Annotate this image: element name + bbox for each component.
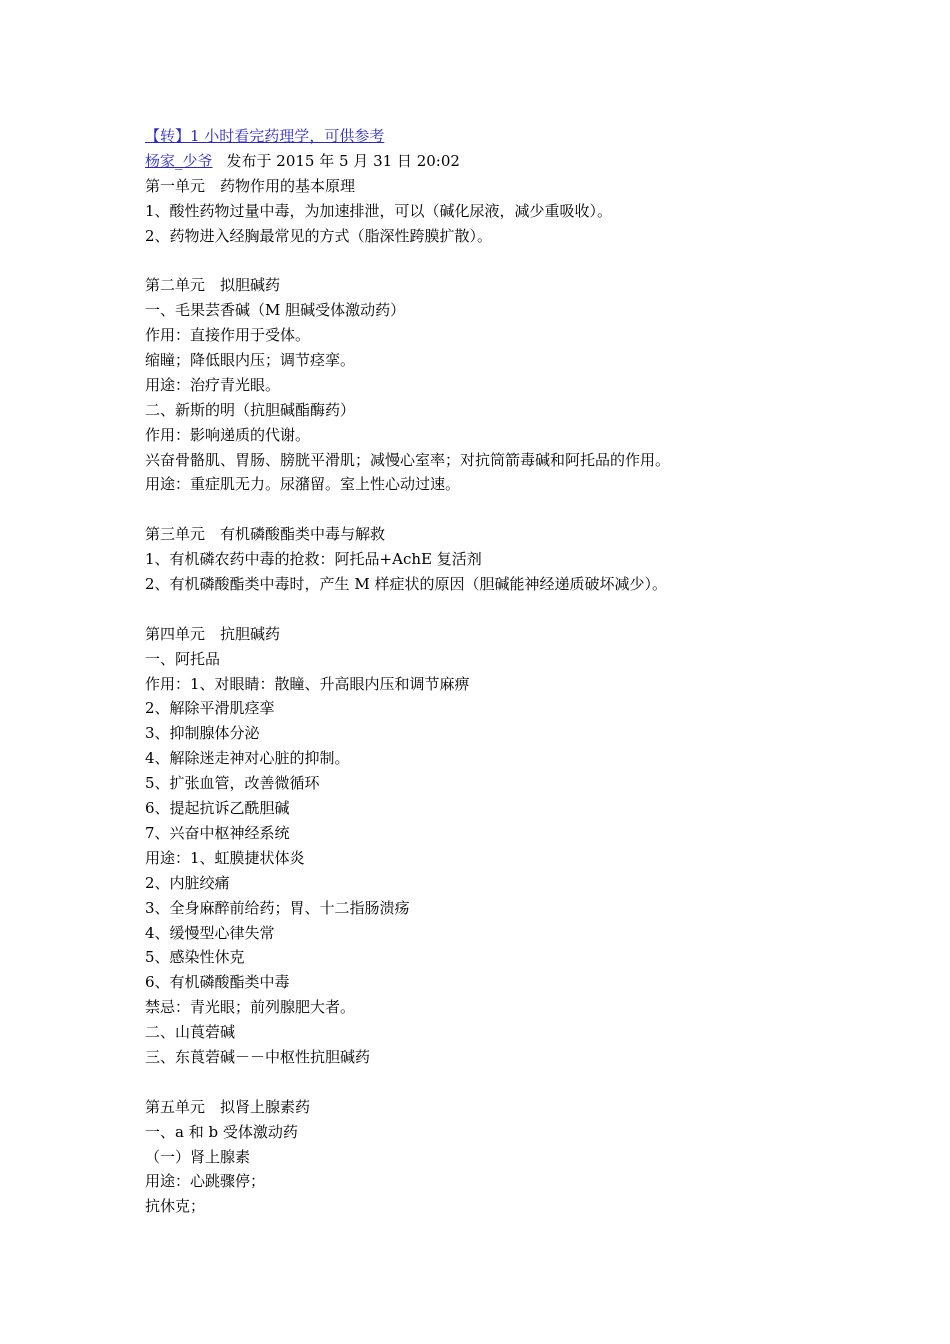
spacer [145,597,865,622]
document-page [145,124,865,1219]
paragraph-line: 7、兴奋中枢神经系统 [145,823,290,842]
section-1 [145,174,865,249]
paragraph-line: 3、抑制腺体分泌 [145,724,260,743]
paragraph-line: 6、提起抗诉乙酰胆碱 [145,799,290,818]
paragraph-line: 一、毛果芸香碱（M 胆碱受体激动药） [145,301,406,320]
section-heading: 第二单元 拟胆碱药 [145,276,281,295]
paragraph-line: 抗休克； [145,1197,206,1216]
paragraph-line: 2、药物进入经胸最常见的方式（脂深性跨膜扩散）。 [145,226,493,245]
paragraph-line: 4、解除迷走神对心脏的抑制。 [145,749,350,768]
paragraph-line: 1、酸性药物过量中毒，为加速排泄，可以（碱化尿液，减少重吸收）。 [145,201,613,220]
paragraph-line: 用途：重症肌无力。尿潴留。室上性心动过速。 [145,475,461,494]
paragraph-line: 缩瞳；降低眼内压；调节痉挛。 [145,351,356,370]
section-heading: 第四单元 抗胆碱药 [145,624,281,643]
paragraph-line: 3、全身麻醉前给药；胃、十二指肠溃疡 [145,898,410,917]
paragraph-line: 2、内脏绞痛 [145,873,230,892]
section-heading: 第三单元 有机磷酸酯类中毒与解救 [145,525,386,544]
section-heading: 第一单元 药物作用的基本原理 [145,176,356,195]
paragraph-line: 作用：1、对眼睛：散瞳、升高眼内压和调节麻痹 [145,674,470,693]
paragraph-line: 5、感染性休克 [145,948,245,967]
section-3 [145,522,865,597]
paragraph-line: 三、东莨菪碱－－中枢性抗胆碱药 [145,1047,371,1066]
paragraph-line: 二、山莨菪碱 [145,1023,236,1042]
paragraph-line: 一、阿托品 [145,649,221,668]
author-link[interactable]: 杨家_少爷 [145,151,213,170]
paragraph-line: 禁忌：青光眼；前列腺肥大者。 [145,998,356,1017]
paragraph-line: 用途：1、虹膜捷状体炎 [145,848,305,867]
paragraph-line: 用途：心跳骤停； [145,1172,266,1191]
paragraph-line: 4、缓慢型心律失常 [145,923,275,942]
section-5 [145,1095,865,1219]
paragraph-line: 2、解除平滑肌痉挛 [145,699,275,718]
paragraph-line: 作用：直接作用于受体。 [145,326,311,345]
paragraph-line: （一）肾上腺素 [145,1147,251,1166]
paragraph-line: 二、新斯的明（抗胆碱酯酶药） [145,400,356,419]
paragraph-line: 5、扩张血管，改善微循环 [145,774,320,793]
byline [145,149,865,174]
section-4 [145,622,865,1070]
publish-date: 发布于 2015 年 5 月 31 日 20:02 [226,151,460,170]
spacer [145,248,865,273]
paragraph-line: 用途：治疗青光眼。 [145,375,281,394]
article-title-link[interactable]: 【转】1 小时看完药理学，可供参考 [145,127,385,145]
section-heading: 第五单元 拟肾上腺素药 [145,1097,311,1116]
paragraph-line: 一、a 和 b 受体激动药 [145,1122,298,1141]
section-2 [145,273,865,497]
paragraph-line: 6、有机磷酸酯类中毒 [145,973,290,992]
paragraph-line: 兴奋骨骼肌、胃肠、膀胱平滑肌；减慢心室率；对抗筒箭毒碱和阿托品的作用。 [145,450,671,469]
article-title-line [145,124,865,149]
paragraph-line: 作用：影响递质的代谢。 [145,425,311,444]
paragraph-line: 2、有机磷酸酯类中毒时，产生 M 样症状的原因（胆碱能神经递质破坏减少）。 [145,575,667,594]
paragraph-line: 1、有机磷农药中毒的抢救：阿托品+AchE 复活剂 [145,550,482,569]
spacer [145,497,865,522]
spacer [145,1070,865,1095]
